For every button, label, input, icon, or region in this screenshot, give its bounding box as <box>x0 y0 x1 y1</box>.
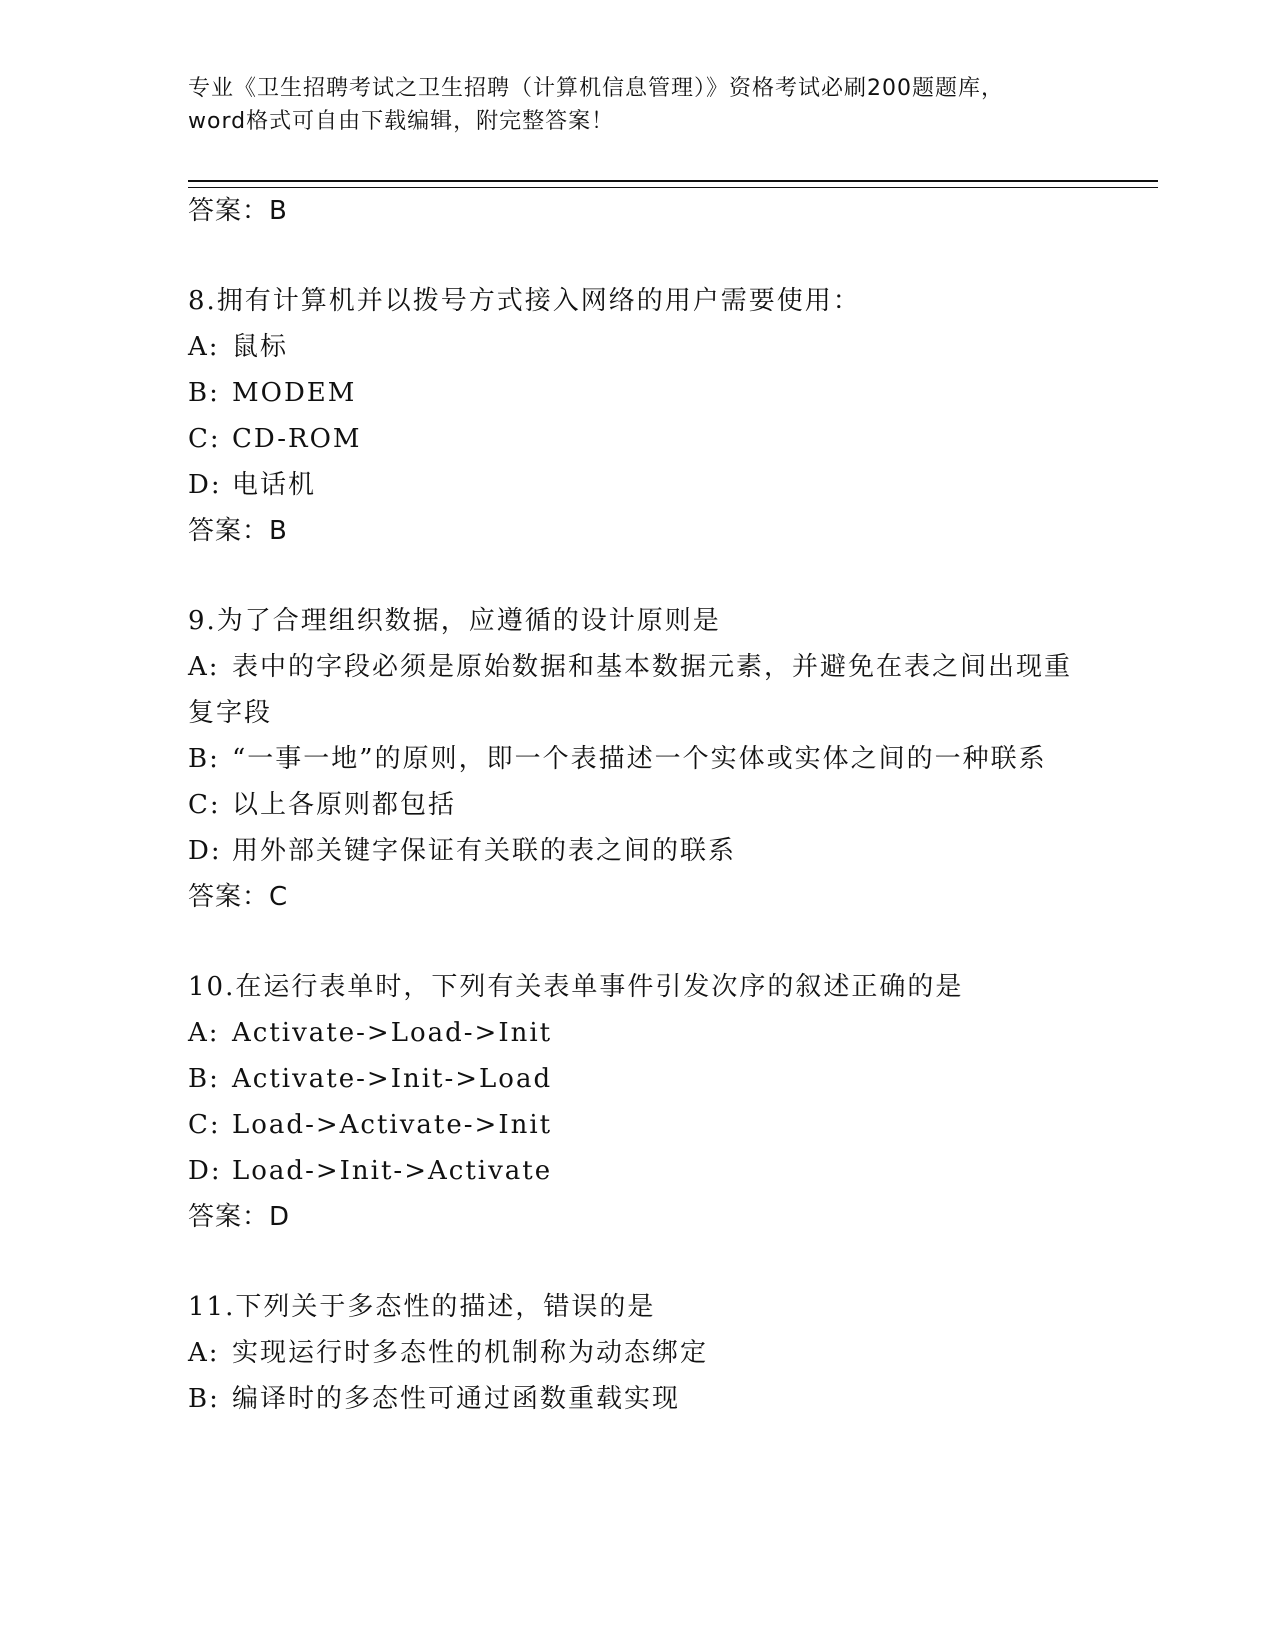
option-c <box>188 416 1088 462</box>
option-a <box>188 324 1088 370</box>
option-a <box>188 1010 1088 1056</box>
option-text: 以上各原则都包括 <box>232 790 457 820</box>
option-text: 编译时的多态性可通过函数重载实现 <box>232 1384 681 1414</box>
question-list <box>188 188 1088 1466</box>
question-text: 10.在运行表单时，下列有关表单事件引发次序的叙述正确的是 <box>188 972 964 1002</box>
option-letter: C: <box>188 790 221 820</box>
option-text: CD-ROM <box>232 424 362 454</box>
option-d <box>188 828 1088 874</box>
option-letter: B: <box>188 744 220 774</box>
option-letter: A: <box>188 1338 220 1368</box>
option-b <box>188 1376 1088 1422</box>
option-letter: D: <box>188 1156 222 1186</box>
question-item <box>188 278 1088 554</box>
document-header <box>188 72 1088 138</box>
option-letter: C: <box>188 424 221 454</box>
option-letter: A: <box>188 1018 220 1048</box>
answer-line: 答案：B <box>188 516 288 546</box>
answer-line: 答案：D <box>188 1202 291 1232</box>
option-text: Activate->Load->Init <box>232 1018 553 1048</box>
option-d <box>188 1148 1088 1194</box>
option-text: 用外部关键字保证有关联的表之间的联系 <box>232 836 737 866</box>
question-text: 9.为了合理组织数据，应遵循的设计原则是 <box>188 606 721 636</box>
header-line-2: word格式可自由下载编辑，附完整答案！ <box>188 109 615 134</box>
option-b <box>188 370 1088 416</box>
option-a <box>188 644 1088 736</box>
option-letter: B: <box>188 378 220 408</box>
header-divider <box>188 180 1158 188</box>
question-text: 11.下列关于多态性的描述，错误的是 <box>188 1292 656 1322</box>
option-letter: D: <box>188 470 222 500</box>
option-letter: D: <box>188 836 222 866</box>
option-b <box>188 1056 1088 1102</box>
option-c <box>188 1102 1088 1148</box>
option-b <box>188 736 1088 782</box>
option-letter: B: <box>188 1064 220 1094</box>
option-letter: A: <box>188 332 220 362</box>
option-text: “一事一地”的原则，即一个表描述一个实体或实体之间的一种联系 <box>232 744 1047 774</box>
option-c <box>188 782 1088 828</box>
question-item <box>188 1284 1088 1422</box>
option-text: Load->Init->Activate <box>232 1156 553 1186</box>
option-text: Load->Activate->Init <box>232 1110 553 1140</box>
option-text: MODEM <box>232 378 357 408</box>
option-letter: B: <box>188 1384 220 1414</box>
header-line-1: 专业《卫生招聘考试之卫生招聘（计算机信息管理）》资格考试必刷200题题库， <box>188 76 1004 101</box>
question-text: 8.拥有计算机并以拨号方式接入网络的用户需要使用： <box>188 286 861 316</box>
question-item <box>188 964 1088 1240</box>
option-a <box>188 1330 1088 1376</box>
option-text: 鼠标 <box>232 332 289 362</box>
option-letter: C: <box>188 1110 221 1140</box>
answer-line: 答案：C <box>188 882 289 912</box>
option-d <box>188 462 1088 508</box>
option-text: Activate->Init->Load <box>232 1064 553 1094</box>
option-letter: A: <box>188 652 220 682</box>
option-text: 电话机 <box>232 470 317 500</box>
question-item <box>188 598 1088 920</box>
option-text: 实现运行时多态性的机制称为动态绑定 <box>232 1338 709 1368</box>
answer-line: 答案：B <box>188 196 288 226</box>
option-text: 表中的字段必须是原始数据和基本数据元素，并避免在表之间出现重复字段 <box>188 652 1073 728</box>
